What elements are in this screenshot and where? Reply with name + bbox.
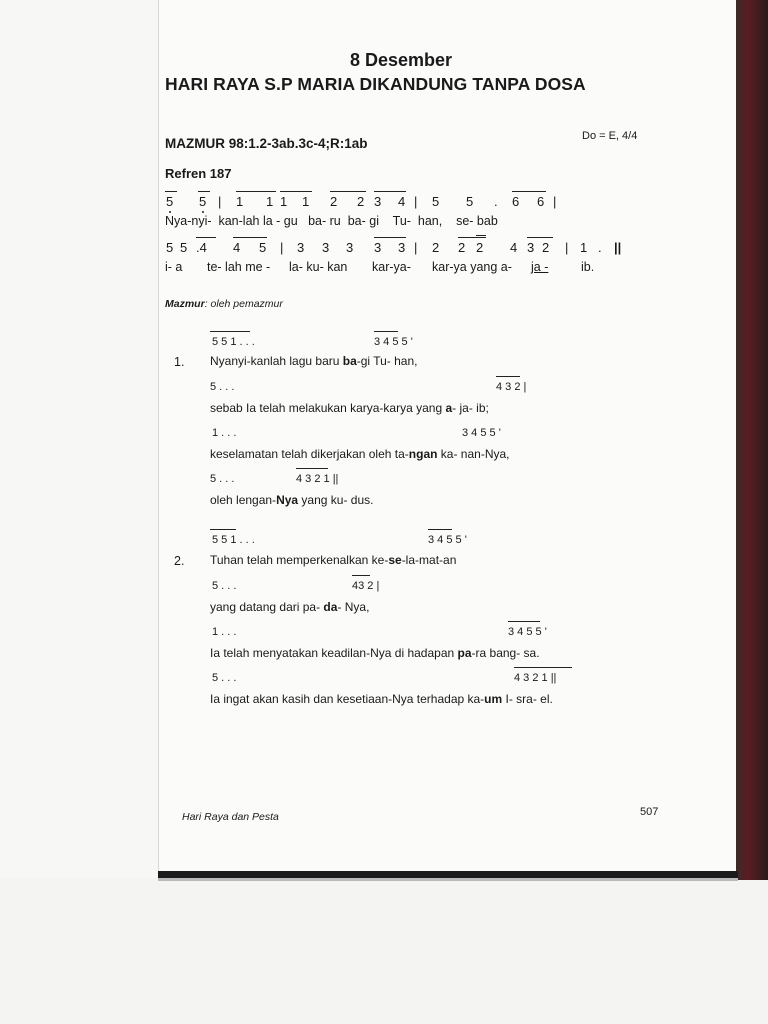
note: 1 [302, 194, 310, 209]
verse-number-1: 1. [174, 355, 185, 369]
verse-1-line-1: Nyanyi-kanlah lagu baru ba-gi Tu- han, [210, 354, 418, 368]
page-number: 507 [640, 806, 659, 818]
verse-1-line-4: oleh lengan-Nya yang ku- dus. [210, 493, 374, 507]
note: 5 [432, 194, 440, 209]
page-edge [158, 871, 738, 878]
note: 5 [199, 194, 207, 209]
note: .4 [196, 240, 207, 255]
barline: | [218, 194, 222, 209]
footer-section-title: Hari Raya dan Pesta [182, 811, 279, 823]
note: 5 [259, 240, 267, 255]
verse-2-line-3-notes: 1 . . . 3 4 5 5 ' [212, 626, 547, 638]
verse-2-line-3: Ia telah menyatakan keadilan-Nya di hadapan pa-ra bang- sa. [210, 646, 540, 660]
verse-1-line-3: keselamatan telah dikerjakan oleh ta-ngan ka- nan-Nya, [210, 447, 510, 461]
background-left [0, 0, 160, 1024]
note: 4 [398, 194, 406, 209]
barline: | [280, 240, 284, 255]
note: 3 [346, 240, 354, 255]
note-dot: . [598, 240, 602, 255]
final-barline: || [614, 240, 622, 255]
verse-2-line-4-notes: 5 . . . 4 3 2 1 || [212, 672, 557, 684]
verse-2-line-4: Ia ingat akan kasih dan kesetiaan-Nya terhadap ka-um I- sra- el. [210, 692, 553, 706]
note-dot: . [494, 194, 498, 209]
barline: | [553, 194, 557, 209]
note: 4 [510, 240, 518, 255]
note: 5 [166, 240, 174, 255]
note: 1 [280, 194, 288, 209]
feast-date: 8 Desember [350, 50, 453, 70]
note: 3 [322, 240, 330, 255]
note: 5 [180, 240, 188, 255]
key-signature: Do = E, 4/4 [582, 130, 638, 142]
barline: | [565, 240, 569, 255]
note: 6 [537, 194, 545, 209]
psalm-reference: MAZMUR 98:1.2-3ab.3c-4;R:1ab [165, 136, 368, 151]
verse-2-line-2: yang datang dari pa- da- Nya, [210, 600, 370, 614]
note: 4 [233, 240, 241, 255]
note: 1 [236, 194, 244, 209]
verse-1-line-3-notes: 1 . . . 3 4 5 5 ' [212, 427, 501, 439]
verse-number-2: 2. [174, 554, 185, 568]
psalm-instruction: Mazmur: oleh pemazmur [165, 298, 283, 310]
note: 3 [374, 194, 382, 209]
refrain-lyrics-row-1: Nya-nyi- kan-lah la - gu ba- ru ba- gi Tu- han, se- bab [165, 214, 498, 228]
note: 2 [458, 240, 466, 255]
refrain-lyrics-row-2: i- a te- lah me - la- ku- kan kar-ya- kar-ya yang a- ja - ib. [165, 260, 595, 274]
verse-1-line-4-notes: 5 . . . 4 3 2 1 || [210, 473, 339, 485]
note: 2 [432, 240, 440, 255]
background-bottom [0, 878, 768, 1024]
verse-2-line-2-notes: 5 . . . 43 2 | [212, 580, 380, 592]
verse-2-line-1: Tuhan telah memperkenalkan ke-se-la-mat-an [210, 553, 457, 567]
note: 1 [266, 194, 274, 209]
note: 2 [476, 240, 484, 255]
note: 3 [527, 240, 535, 255]
note: 2 [357, 194, 365, 209]
verse-1-line-2: sebab Ia telah melakukan karya-karya yang a- ja- ib; [210, 401, 489, 415]
note: 2 [542, 240, 550, 255]
barline: | [414, 194, 418, 209]
verse-1-line-1-notes: 5 5 1 . . . 3 4 5 5 ' [212, 336, 413, 348]
verse-2-line-1-notes: 5 5 1 . . . 3 4 5 5 ' [212, 534, 467, 546]
note: 3 [374, 240, 382, 255]
note: 3 [297, 240, 305, 255]
note: 5 [466, 194, 474, 209]
note: 5 [166, 194, 174, 209]
refrain-notes-row-1 [0, 194, 768, 210]
refrain-notes-row-2 [0, 240, 768, 256]
note: 1 [580, 240, 588, 255]
verse-1-line-2-notes: 5 . . . 4 3 2 | [210, 381, 527, 393]
barline: | [414, 240, 418, 255]
refrain-label: Refren 187 [165, 166, 232, 181]
page-edge-shadow [158, 878, 738, 881]
note: 2 [330, 194, 338, 209]
note: 3 [398, 240, 406, 255]
page-title: HARI RAYA S.P MARIA DIKANDUNG TANPA DOSA [165, 74, 586, 94]
note: 6 [512, 194, 520, 209]
